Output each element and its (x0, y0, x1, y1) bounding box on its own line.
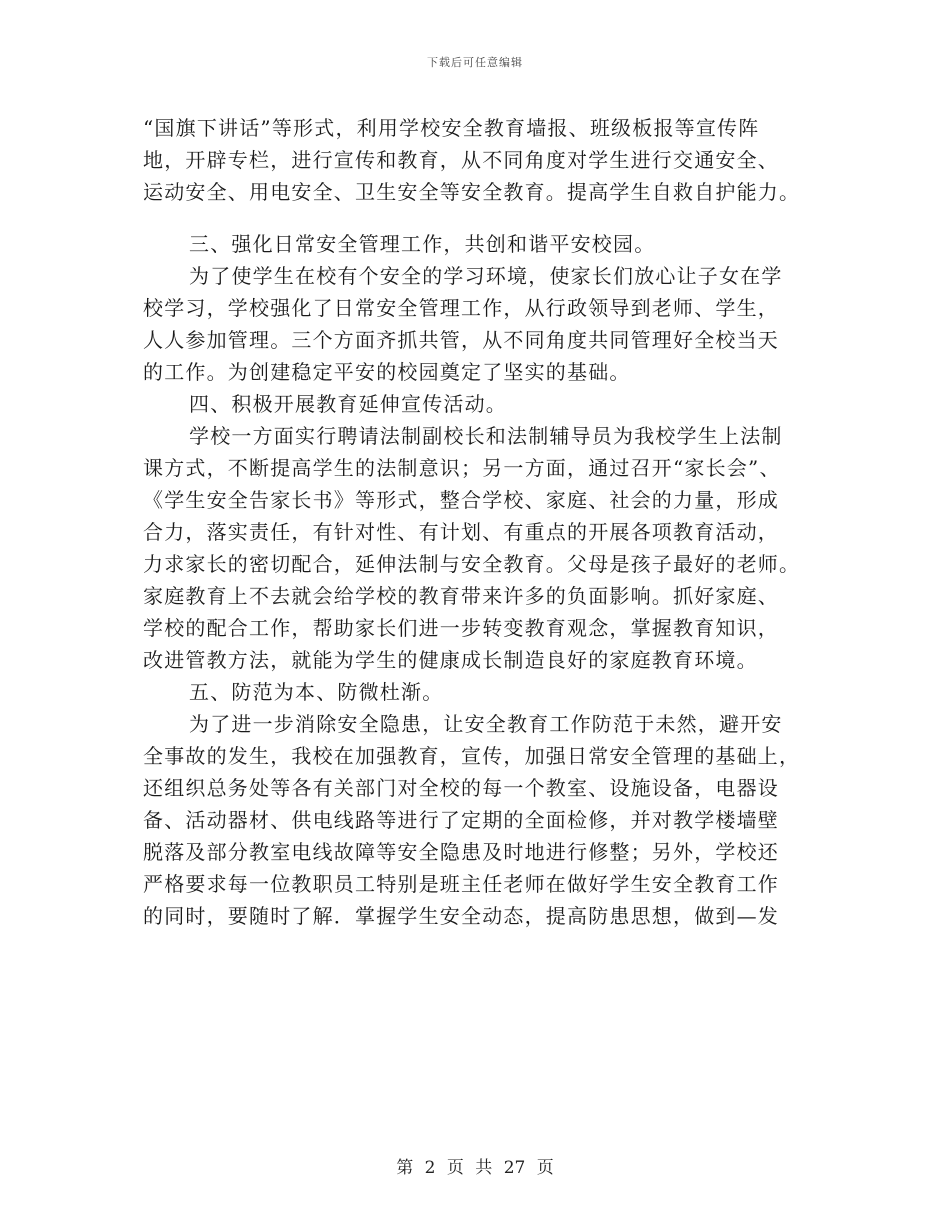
body-line: 力求家长的密切配合，延伸法制与安全教育。父母是孩子最好的老师。 (143, 552, 801, 576)
body-line: 严格要求每一位教职员工特别是班主任老师在做好学生安全教育工作 (143, 872, 779, 896)
body-line: 全事故的发生，我校在加强教育，宣传，加强日常安全管理的基础上， (143, 744, 801, 768)
body-line: 课方式，不断提高学生的法制意识；另一方面，通过召开“家长会”、 (143, 456, 781, 480)
document-body (143, 112, 823, 932)
body-line: 改进管教方法，就能为学生的健康成长制造良好的家庭教育环境。 (143, 648, 758, 672)
body-line: 家庭教育上不去就会给学校的教育带来许多的负面影响。抓好家庭、 (143, 584, 779, 608)
body-line: 地，开辟专栏，进行宣传和教育，从不同角度对学生进行交通安全、 (143, 148, 779, 172)
body-line: 为了使学生在校有个安全的学习环境，使家长们放心让子女在学 (189, 264, 783, 288)
body-line: 合力，落实责任，有针对性、有计划、有重点的开展各项教育活动， (143, 520, 779, 544)
body-line: 为了进一步消除安全隐患，让安全教育工作防范于未然，避开安 (189, 712, 783, 736)
body-line: 脱落及部分教室电线故障等安全隐患及时地进行修整；另外，学校还 (143, 840, 779, 864)
body-line: 的同时，要随时了解．掌握学生安全动态，提高防患思想，做到—发 (143, 904, 779, 928)
page-number-footer: 第 2 页 共 27 页 (396, 1158, 554, 1178)
body-line: 备、活动器材、供电线路等进行了定期的全面检修，并对教学楼墙壁 (143, 808, 779, 832)
body-line: “国旗下讲话”等形式，利用学校安全教育墙报、班级板报等宣传阵 (143, 116, 760, 140)
body-line: 学校一方面实行聘请法制副校长和法制辅导员为我校学生上法制 (189, 424, 783, 448)
body-line: 学校的配合工作，帮助家长们进一步转变教育观念，掌握教育知识， (143, 616, 779, 640)
body-line: 还组织总务处等各有关部门对全校的每一个教室、设施设备，电器设 (143, 776, 779, 800)
body-line: 运动安全、用电安全、卫生安全等安全教育。提高学生自救自护能力。 (143, 180, 801, 204)
body-line: 校学习，学校强化了日常安全管理工作，从行政领导到老师、学生， (143, 296, 779, 320)
section-heading-4: 四、积极开展教育延伸宣传活动。 (189, 392, 507, 416)
section-heading-3: 三、强化日常安全管理工作，共创和谐平安校园。 (189, 232, 656, 256)
paragraph-gap (143, 208, 823, 228)
header-note: 下载后可任意编辑 (427, 56, 523, 69)
section-heading-5: 五、防范为本、防微杜渐。 (189, 680, 444, 704)
body-line: 人人参加管理。三个方面齐抓共管，从不同角度共同管理好全校当天 (143, 328, 779, 352)
body-line: 《学生安全告家长书》等形式，整合学校、家庭、社会的力量，形成 (143, 488, 779, 512)
body-line: 的工作。为创建稳定平安的校园奠定了坚实的基础。 (143, 360, 631, 384)
